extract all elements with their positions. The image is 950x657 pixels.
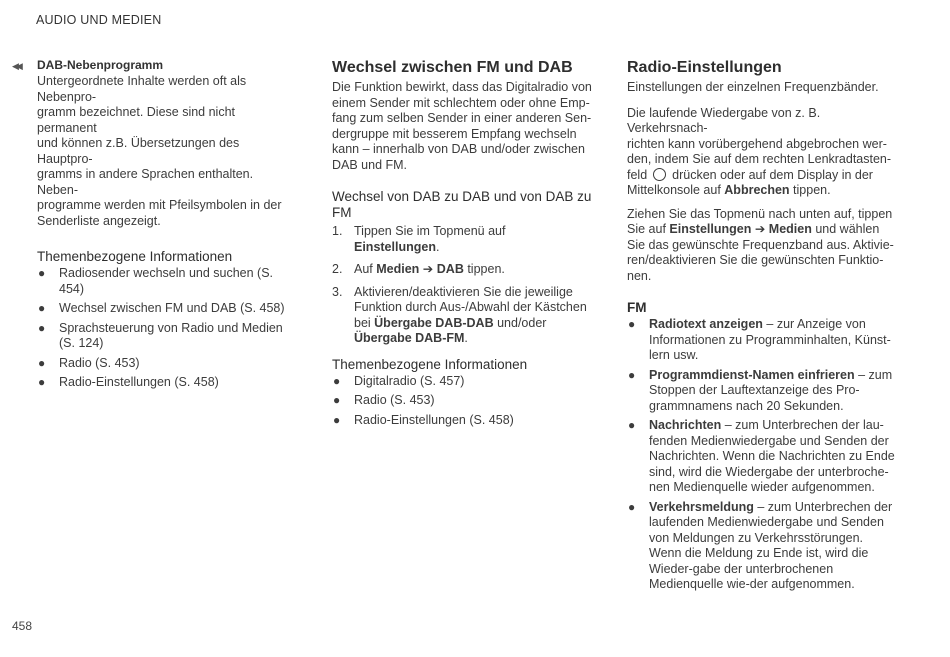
bullet-icon: ●: [628, 367, 636, 382]
related-list: [37, 266, 295, 391]
bullet-icon: ●: [333, 373, 341, 388]
section-title: Radio-Einstellungen: [627, 59, 782, 76]
fm-option: ● Nachrichten – zum Unterbrechen der lau-fenden Medienwiedergabe und Senden der Nachrichten. Wenn die Nachrichten zu Ende sind, wird die Wiedergabe der unterbroche-nen Medienquelle wieder aufgenommen.: [628, 418, 895, 494]
bullet-icon: ●: [628, 418, 636, 432]
bullet-icon: ●: [38, 375, 46, 389]
column-left: [37, 58, 295, 395]
section-header: AUDIO UND MEDIEN: [36, 13, 162, 27]
subsection-title: DAB-Nebenprogramm: [37, 58, 164, 72]
paragraph-interrupt: Die laufende Wiedergabe von z. B. Verkehrsnach- richten kann vorübergehend abgebrochen wer- den, indem Sie auf dem rechten Lenkradtasten- feld drücken oder auf dem Display in der Mittelkonsole auf Abbrechen tippen.: [627, 105, 892, 197]
paragraph: Untergeordnete Inhalte werden oft als Nebenpro- gramm bezeichnet. Diese sind nicht permanent und können z.B. Übersetzungen des Hauptpro- gramms in andere Sprachen enthalten. Neben- programme werden mit Pfeilsymbolen in der Senderliste angezeigt.: [37, 74, 282, 228]
related-link[interactable]: ● Radio (S. 453): [38, 355, 140, 370]
paragraph-settings: Ziehen Sie das Topmenü nach unten auf, tippen Sie auf Einstellungen ➔ Medien und wählen Sie das gewünschte Frequenzband aus. Aktivie-ren/deaktivieren Sie die gewünschten Funktio-nen.: [627, 206, 894, 283]
column-middle: [332, 58, 594, 432]
section-title: Wechsel zwischen FM und DAB: [332, 59, 573, 76]
step-item: 3. Aktivieren/deaktivieren Sie die jeweilige Funktion durch Aus-/Abwahl der Kästchen bei Übergabe DAB-DAB und/oder Übergabe DAB-FM.: [332, 284, 587, 345]
bullet-icon: ●: [38, 266, 46, 280]
bullet-icon: ●: [38, 301, 46, 315]
related-link[interactable]: ● Digitalradio (S. 457): [333, 373, 465, 388]
arrow-right-icon: ➔: [754, 222, 766, 236]
column-right: [627, 58, 895, 597]
related-link[interactable]: ● Radio (S. 453): [333, 393, 435, 407]
fm-heading: FM: [627, 300, 647, 315]
page-number: 458: [12, 619, 33, 633]
related-link[interactable]: ● Radiosender wechseln und suchen (S. 454): [38, 266, 274, 296]
steps-list: [332, 224, 594, 347]
intro-paragraph: Die Funktion bewirkt, dass das Digitalradio von einem Sender mit schlechtem oder ohne Emp- fang zum selben Sender in einer anderen Sen- dergruppe mit besserem Empfang wechseln kann – innerhalb von DAB und/oder zwischen DAB und FM.: [332, 80, 592, 172]
related-list: [332, 374, 594, 429]
bullet-icon: ●: [38, 320, 46, 335]
related-heading: Themenbezogene Informationen: [332, 356, 528, 372]
arrow-right-icon: ➔: [422, 262, 434, 276]
bullet-icon: ●: [38, 355, 46, 370]
fm-option: ● Radiotext anzeigen – zur Anzeige von Informationen zu Programminhalten, Künst-lern usw.: [628, 317, 891, 362]
related-link[interactable]: ● Wechsel zwischen FM und DAB (S. 458): [38, 301, 285, 315]
step-item: 2. Auf Medien ➔ DAB tippen.: [332, 262, 505, 276]
bullet-icon: ●: [628, 317, 636, 331]
bullet-icon: ●: [333, 393, 341, 407]
related-link[interactable]: ● Radio-Einstellungen (S. 458): [333, 412, 514, 427]
related-link[interactable]: ● Sprachsteuerung von Radio und Medien (S. 124): [38, 320, 283, 350]
section-subtitle: Einstellungen der einzelnen Frequenzbänder.: [627, 80, 879, 94]
related-link[interactable]: ● Radio-Einstellungen (S. 458): [38, 375, 219, 389]
fm-option: ● Programmdienst-Namen einfrieren – zum Stoppen der Lauftextanzeige des Pro-grammnamens nach 20 Sekunden.: [628, 367, 893, 413]
bullet-icon: ●: [628, 499, 636, 514]
fm-option: ● Verkehrsmeldung – zum Unterbrechen der laufenden Medienwiedergabe und Senden von Meldungen zu Verkehrsstörungen. Wenn die Meldung zu Ende ist, wird die Wieder-gabe der unterbrochenen Medienquelle wie-der aufgenommen.: [628, 499, 893, 591]
steering-wheel-button-icon: [653, 168, 666, 181]
bullet-icon: ●: [333, 412, 341, 427]
sub-heading: Wechsel von DAB zu DAB und von DAB zu FM: [332, 189, 592, 220]
double-arrow-left-icon: ◀◀: [12, 61, 20, 71]
step-item: 1. Tippen Sie im Topmenü auf Einstellungen.: [332, 224, 506, 254]
related-heading: Themenbezogene Informationen: [37, 249, 233, 264]
fm-options-list: [627, 317, 895, 593]
